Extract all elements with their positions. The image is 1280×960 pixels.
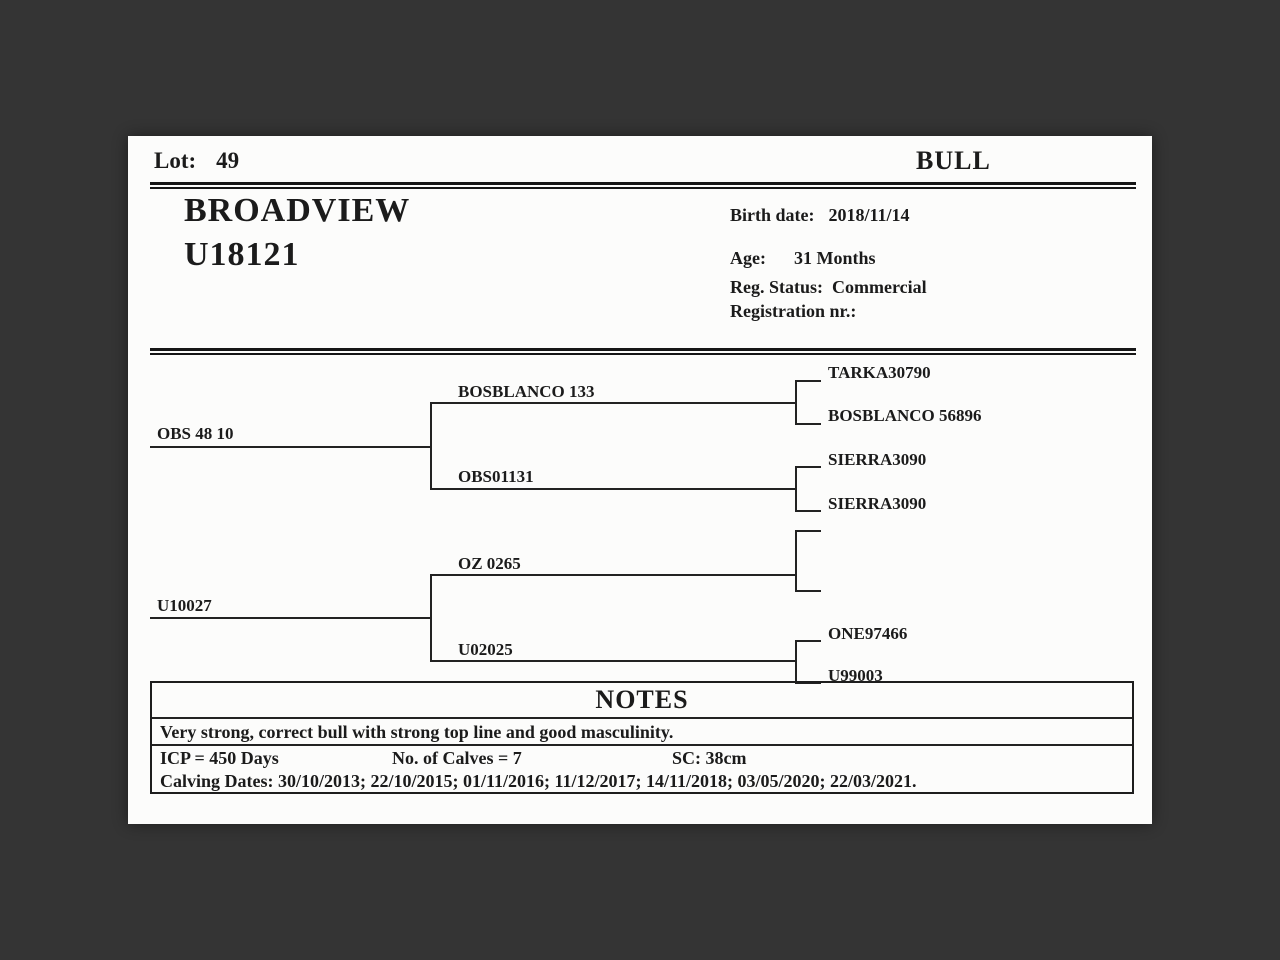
pedigree-stub-sire-sire-dam [795,423,821,425]
pedigree-dam-dam-dam: U99003 [828,666,883,685]
catalog-page [128,136,1152,824]
birth-date-row [730,205,910,226]
pedigree-sire-sire-dam: BOSBLANCO 56896 [828,406,982,425]
age-row [730,248,876,269]
pedigree-dam-dam-sire: ONE97466 [828,624,908,643]
pedigree-sire-dam-dam: SIERRA3090 [828,494,927,513]
lot-header [154,148,239,174]
pedigree-divider [150,348,1136,355]
pedigree-dam: U10027 [157,596,212,615]
pedigree-line-sire-dam [430,488,797,490]
pedigree-stub-sire-dam-dam [795,510,821,512]
pedigree-bracket-sire-dam [795,466,797,512]
notes-comment: Very strong, correct bull with strong top line and good masculinity. [160,722,674,742]
age-label: Age: [730,248,766,268]
notes-calves: No. of Calves = 7 [392,748,522,768]
pedigree-stub-sire-dam-sire [795,466,821,468]
pedigree-line-dam-dam [430,660,797,662]
pedigree-line-dam [150,617,430,619]
top-divider [150,182,1136,189]
notes-divider-2 [152,744,1132,746]
notes-title: NOTES [595,685,689,714]
notes-divider-1 [152,717,1132,719]
reg-status-label: Reg. Status: [730,277,823,297]
birth-date-label: Birth date: [730,205,815,225]
registration-nr-label: Registration nr.: [730,301,857,321]
pedigree-bracket-dam-sire [795,530,797,592]
pedigree-line-dam-sire [430,574,797,576]
notes-icp: ICP = 450 Days [160,748,279,768]
reg-status-row [730,277,927,298]
birth-date-value: 2018/11/14 [828,205,910,225]
pedigree-dam-sire: OZ 0265 [458,554,521,573]
pedigree-sire: OBS 48 10 [157,424,234,443]
pedigree-bracket-sire-sire [795,380,797,425]
lot-label: Lot: [154,148,197,173]
pedigree-stub-sire-sire-sire [795,380,821,382]
pedigree-sire-dam: OBS01131 [458,467,534,486]
registration-nr-row [730,301,865,322]
notes-calving-dates: Calving Dates: 30/10/2013; 22/10/2015; 01/11/2016; 11/12/2017; 14/11/2018; 03/05/2020; 22/03/2021. [160,771,917,791]
reg-status-value: Commercial [832,277,927,297]
pedigree-line-sire-sire [430,402,797,404]
notes-sc: SC: 38cm [672,748,747,768]
pedigree-dam-dam: U02025 [458,640,513,659]
pedigree-sire-dam-sire: SIERRA3090 [828,450,927,469]
animal-id: U18121 [184,236,300,273]
age-value: 31 Months [793,248,876,268]
pedigree-bracket-sire [430,402,432,490]
lot-number: 49 [216,148,240,173]
category-label: BULL [916,146,991,175]
notes-box [150,681,1134,794]
pedigree-bracket-dam-dam [795,640,797,684]
pedigree-sire-sire: BOSBLANCO 133 [458,382,595,401]
pedigree-sire-sire-sire: TARKA30790 [828,363,931,382]
animal-name: BROADVIEW [184,192,411,229]
pedigree-stub-dam-sire-dam [795,590,821,592]
pedigree-line-sire [150,446,430,448]
pedigree-bracket-dam [430,574,432,662]
pedigree-stub-dam-dam-sire [795,640,821,642]
pedigree-stub-dam-sire-sire [795,530,821,532]
